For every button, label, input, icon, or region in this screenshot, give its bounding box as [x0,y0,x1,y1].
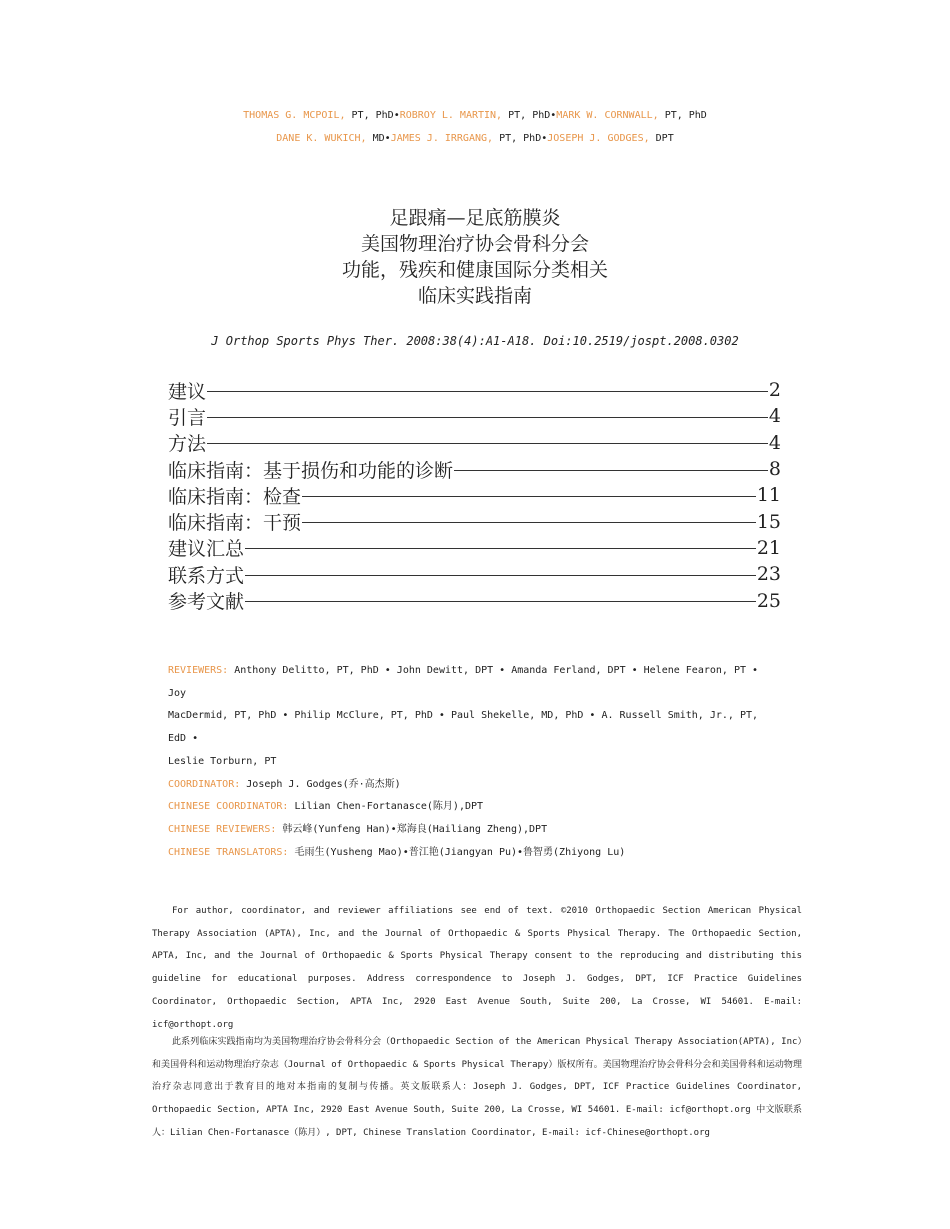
toc-item-page: 4 [768,431,781,454]
note-paragraph: For author, coordinator, and reviewer affiliations see end of text. ©2010 Orthopaedic Section American Physical Therapy Association (APTA), Inc, and the Journal of Orthopaedic & Sports Physical Therapy. The Orthopaedic Section, APTA, Inc, and the Journal of Orthopaedic & Sports Physical Therapy consent to the reproducing and distributing this guideline for educational purposes. Address correspondence to Joseph J. Godges, DPT, ICF Practice Guidelines Coordinator, Orthopaedic Section, APTA Inc, 2920 East Avenue South, Suite 200, La Crosse, WI 54601. E-mail: icf@orthopt.org [152,906,802,1030]
credits [168,660,768,864]
toc-item-page: 25 [756,589,781,612]
toc-item [168,561,781,587]
reviewers-label: REVIEWERS: [168,665,229,676]
reviewers-line: Leslie Torburn, PT [168,755,277,767]
toc-leader [245,548,756,549]
toc-item [168,587,781,613]
toc-item-page: 23 [756,563,781,586]
toc-item [168,430,781,456]
toc-leader [245,575,756,576]
toc-item-label: 临床指南：检查 [168,485,302,508]
author-name: ROBROY L. MARTIN, [399,110,503,121]
toc-item-page: 4 [768,405,781,428]
copyright-note-english [152,900,802,1036]
author-degree: PT, PhD [499,133,542,144]
toc-leader [454,470,768,471]
toc-item [168,456,781,482]
journal-citation: J Orthop Sports Phys Ther. 2008:38(4):A1-A18. Doi:10.2519/jospt.2008.0302 [211,334,739,348]
author-name: JAMES J. IRRGANG, [390,133,494,144]
author-name: JOSEPH J. GODGES, [547,133,650,144]
toc-item-page: 11 [756,484,781,507]
toc-leader [207,417,768,418]
reviewers [168,660,768,705]
toc-item-page: 8 [768,458,781,481]
chinese-reviewers-label: CHINESE REVIEWERS: [168,823,277,835]
author-separator: • [384,133,391,144]
reviewers-line: MacDermid, PT, PhD • Philip McClure, PT, PhD • Paul Shekelle, MD, PhD • A. Russell Smith, Jr., PT, EdD • [168,710,759,745]
chinese-translators-value: 毛雨生(Yusheng Mao)•普江艳(Jiangyan Pu)•鲁智勇(Zhiyong Lu) [294,846,626,858]
toc-item [168,482,781,508]
toc-item-label: 联系方式 [168,564,245,587]
author-name: DANE K. WUKICH, [276,133,367,144]
author-separator: • [550,110,557,121]
authors-line-1 [0,110,950,121]
toc-item-label: 方法 [168,433,207,456]
toc-leader [302,496,756,497]
note-paragraph: 此系列临床实践指南均为美国物理治疗协会骨科分会（Orthopaedic Section of the American Physical Therapy Association(APTA), Inc）和美国骨科和运动物理治疗杂志（Journal of Orthopaedic & Sports Physical Therapy）版权所有。美国物理治疗协会骨科分会和美国骨科和运动物理治疗杂志同意出于教育目的地对本指南的复制与传播。英文版联系人：Joseph J. Godges, DPT, ICF Practice Guidelines Coordinator, Orthopaedic Section, APTA Inc, 2920 East Avenue South, Suite 200, La Crosse, WI 54601. E-mail: icf@orthopt.org 中文版联系人：Lilian Chen-Fortanasce（陈月）, DPT, Chinese Translation Coordinator, E-mail: icf-Chinese@orthopt.org [152,1037,802,1138]
toc-item [168,403,781,429]
chinese-translators-label: CHINESE TRANSLATORS: [168,846,289,858]
author-separator: • [393,110,400,121]
toc-item [168,508,781,534]
copyright-note-chinese [152,1031,802,1145]
author-degree: DPT [655,133,674,144]
toc-item-page: 21 [756,536,781,559]
toc-item [168,377,781,403]
toc-leader [207,443,768,444]
title-line-1: 足跟痛—足底筋膜炎 [389,207,561,229]
coordinator-label: COORDINATOR: [168,778,241,790]
chinese-translators [168,842,768,865]
toc-item-page: 15 [756,510,781,533]
title-line-4: 临床实践指南 [417,285,532,307]
authors-line-2 [0,133,950,144]
toc-item-label: 建议汇总 [168,538,245,561]
coordinator [168,774,768,797]
reviewers-line: Anthony Delitto, PT, PhD • John Dewitt, DPT • Amanda Ferland, DPT • Helene Fearon, PT • Joy [168,665,759,699]
chinese-coordinator-value: Lilian Chen-Fortanasce(陈月),DPT [294,801,484,813]
author-degree: MD [372,133,385,144]
toc-item-label: 临床指南：干预 [168,512,302,535]
toc-leader [207,391,768,392]
chinese-reviewers-value: 韩云峰(Yunfeng Han)•郑海良(Hailiang Zheng),DPT [282,823,548,835]
toc-item-label: 引言 [168,406,207,429]
toc-item-label: 建议 [168,380,207,403]
title-line-3: 功能，残疾和健康国际分类相关 [341,259,608,281]
author-name: MARK W. CORNWALL, [556,110,659,121]
chinese-coordinator [168,796,768,819]
document-title [0,205,950,309]
toc-leader [302,522,756,523]
title-line-2: 美国物理治疗协会骨科分会 [360,233,589,255]
chinese-coordinator-label: CHINESE COORDINATOR: [168,801,289,813]
toc-item [168,535,781,561]
author-degree: PT, PhD [664,110,707,121]
toc-item-page: 2 [768,379,781,402]
table-of-contents [168,377,781,614]
toc-item-label: 临床指南：基于损伤和功能的诊断 [168,459,454,482]
toc-item-label: 参考文献 [168,591,245,614]
author-degree: PT, PhD [351,110,394,121]
coordinator-value: Joseph J. Godges(乔·高杰斯) [246,778,401,790]
author-name: THOMAS G. MCPOIL, [243,110,346,121]
author-separator: • [541,133,548,144]
chinese-reviewers [168,819,768,842]
author-degree: PT, PhD [508,110,551,121]
toc-leader [245,601,756,602]
